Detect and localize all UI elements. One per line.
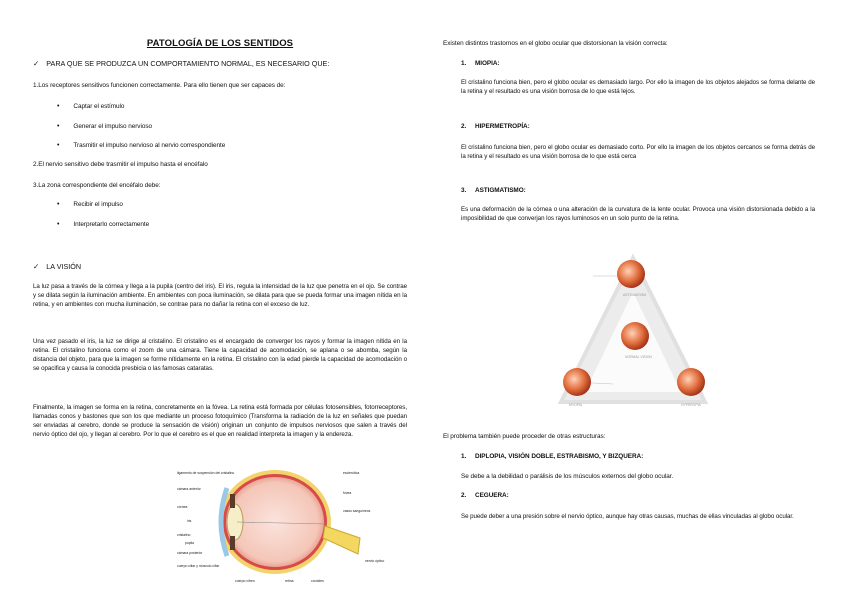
bullet-icon: • [57,221,60,228]
eye-label: cristalino [177,533,191,537]
disorder-text-diplopia: Se debe a la debilidad o parálisis de los músculos externos del globo ocular. [461,473,674,480]
list-item-3: 3.La zona correspondiente del encéfalo debe: [33,182,161,189]
eye-anatomy-diagram [175,466,395,586]
eye-label: nervio óptico [365,559,385,563]
bullet-icon: • [57,123,60,130]
eye-label: ligamento de suspensión del cristalino [177,471,235,475]
bullet-item: • Recibir el impulso [57,201,123,208]
eye-label: coroides [311,579,324,583]
disorder-heading-miopia: 1. MIOPIA: [461,60,500,67]
heading-vision: ✓ LA VISIÓN [33,262,82,271]
heading-requirements: ✓ PARA QUE SE PRODUZCA UN COMPORTAMIENTO NORMAL, ES NECESARIO QUE: [33,59,330,68]
eye-label: fóvea [343,491,352,495]
paragraph-cristalino: Una vez pasado el iris, la luz se dirige al cristalino. El cristalino es el encargado de converger los rayos y formar la imagen nítida en la retina. El cristalino funciona como el zoom de una cámara. Tiene la capacidad de acomodación, se aplana o se abomba, según la distancia del objeto, para que la imagen se forme nítidamente en la retina. El cristalino con la edad pierde la capacidad de acomodación o se opacifica y causa la conocida presbicia o las famosas cataratas. [33,338,407,372]
diagram-label: MYOPIA [569,403,583,407]
bullet-icon: • [57,142,60,149]
vision-disorders-diagram [553,252,713,410]
disorder-text-miopia: El cristalino funciona bien, pero el globo ocular es demasiado largo. Por ello la imagen de los objetos alejados se forma delante de la retina y el resultado es una visión borrosa de lo que está lejos. [461,79,815,95]
disorder-text-ceguera: Se puede deber a una presión sobre el nervio óptico, aunque hay otras causas, muchas de ellas vinculadas al globo ocular. [461,513,794,520]
checkmark-icon: ✓ [33,59,40,68]
eye-ball-myopia [563,368,591,396]
eye-label: cuerpo vítreo [235,579,255,583]
eye-label: iris [187,519,192,523]
disorder-heading-hipermetropia: 2. HIPERMETROPÍA: [461,123,530,130]
disorder-text-hipermetropia: El cristalino funciona bien, pero el globo ocular es demasiado corto. Por ello la imagen de los objetos cercanos se forma detrás de la retina y el resultado es una visión borrosa de lo que está cerca [461,144,815,160]
eye-ball-hyperopia [677,368,705,396]
disorders-intro: Existen distintos trastornos en el globo ocular que distorsionan la visión correcta: [443,40,668,47]
bullet-item: • Generar el impulso nervioso [57,123,152,130]
bullet-item: • Captar el estímulo [57,103,125,110]
bullet-icon: • [57,201,60,208]
page-title: PATOLOGÍA DE LOS SENTIDOS [146,38,294,49]
eye-label: córnea [177,505,188,509]
eye-label: cámara anterior [177,487,201,491]
bullet-item: • Trasmitir el impulso nervioso al nervio correspondiente [57,142,226,149]
paragraph-iris: La luz pasa a través de la córnea y llega a la pupila (centro del iris). El iris, regula la intensidad de la luz que penetra en el ojo. Se contrae y se dilata según la iluminación ambiente. En ambientes con poca iluminación, se dilata para que se pueda formar una imagen nítida en la retina, y en ambientes con mucha iluminación, se contrae para no dañar la retina con el exceso de luz. [33,283,407,308]
eye-label: cámara posterior [177,551,203,555]
diagram-label: NORMAL VISION [625,355,652,359]
paragraph-retina: Finalmente, la imagen se forma en la retina, concretamente en la fóvea. La retina está formada por células fotosensibles, fotorreceptores, llamadas conos y bastones que son los que mediante un proceso fotoquímico (Transforma la radiación de la luz en señales que puedan ser enviadas al cerebro, donde se produce la sensación de visión) originan un conjunto de impulsos nerviosos que salen a través del nervio óptico del ojo, y llegan al cerebro. Por lo que el cerebro es el que en realidad interpreta la imagen y la endereza. [33,404,407,438]
bullet-item: • Interpretarlo correctamente [57,221,150,228]
other-structures-intro: El problema también puede proceder de otras estructuras: [443,433,606,440]
eye-label: retina [285,579,294,583]
bullet-icon: • [57,103,60,110]
disorder-heading-diplopia: 1. DIPLOPIA, VISIÓN DOBLE, ESTRABISMO, Y BIZQUERA: [461,453,644,460]
disorder-heading-ceguera: 2. CEGUERA: [461,492,509,499]
eye-ball-normal [621,322,649,350]
diagram-label: ASTIGMATISM [623,293,647,297]
disorder-heading-astigmatismo: 3. ASTIGMATISMO: [461,187,526,194]
eye-ball-astigmatism [617,260,645,288]
list-item-1: 1.Los receptores sensitivos funcionen correctamente. Para ello tienen que ser capaces de: [33,82,286,89]
disorder-text-astigmatismo: Es una deformación de la córnea o una alteración de la curvatura de la lente ocular. Provoca una visión distorsionada debido a la imposibilidad de que converjan los rayos luminosos en un solo punto de la retina. [461,206,815,222]
eye-label: esclerótica [343,471,360,475]
list-item-2: 2.El nervio sensitivo debe trasmitir el impulso hasta el encéfalo [33,161,208,168]
eye-label: pupila [185,541,195,545]
optic-nerve-shape [323,526,360,554]
checkmark-icon: ✓ [33,262,40,271]
diagram-label: HYPEROPIA [681,403,701,407]
eye-label: cuerpo ciliar y músculo ciliar [177,564,220,568]
eye-label: vasos sanguíneos [343,509,371,513]
